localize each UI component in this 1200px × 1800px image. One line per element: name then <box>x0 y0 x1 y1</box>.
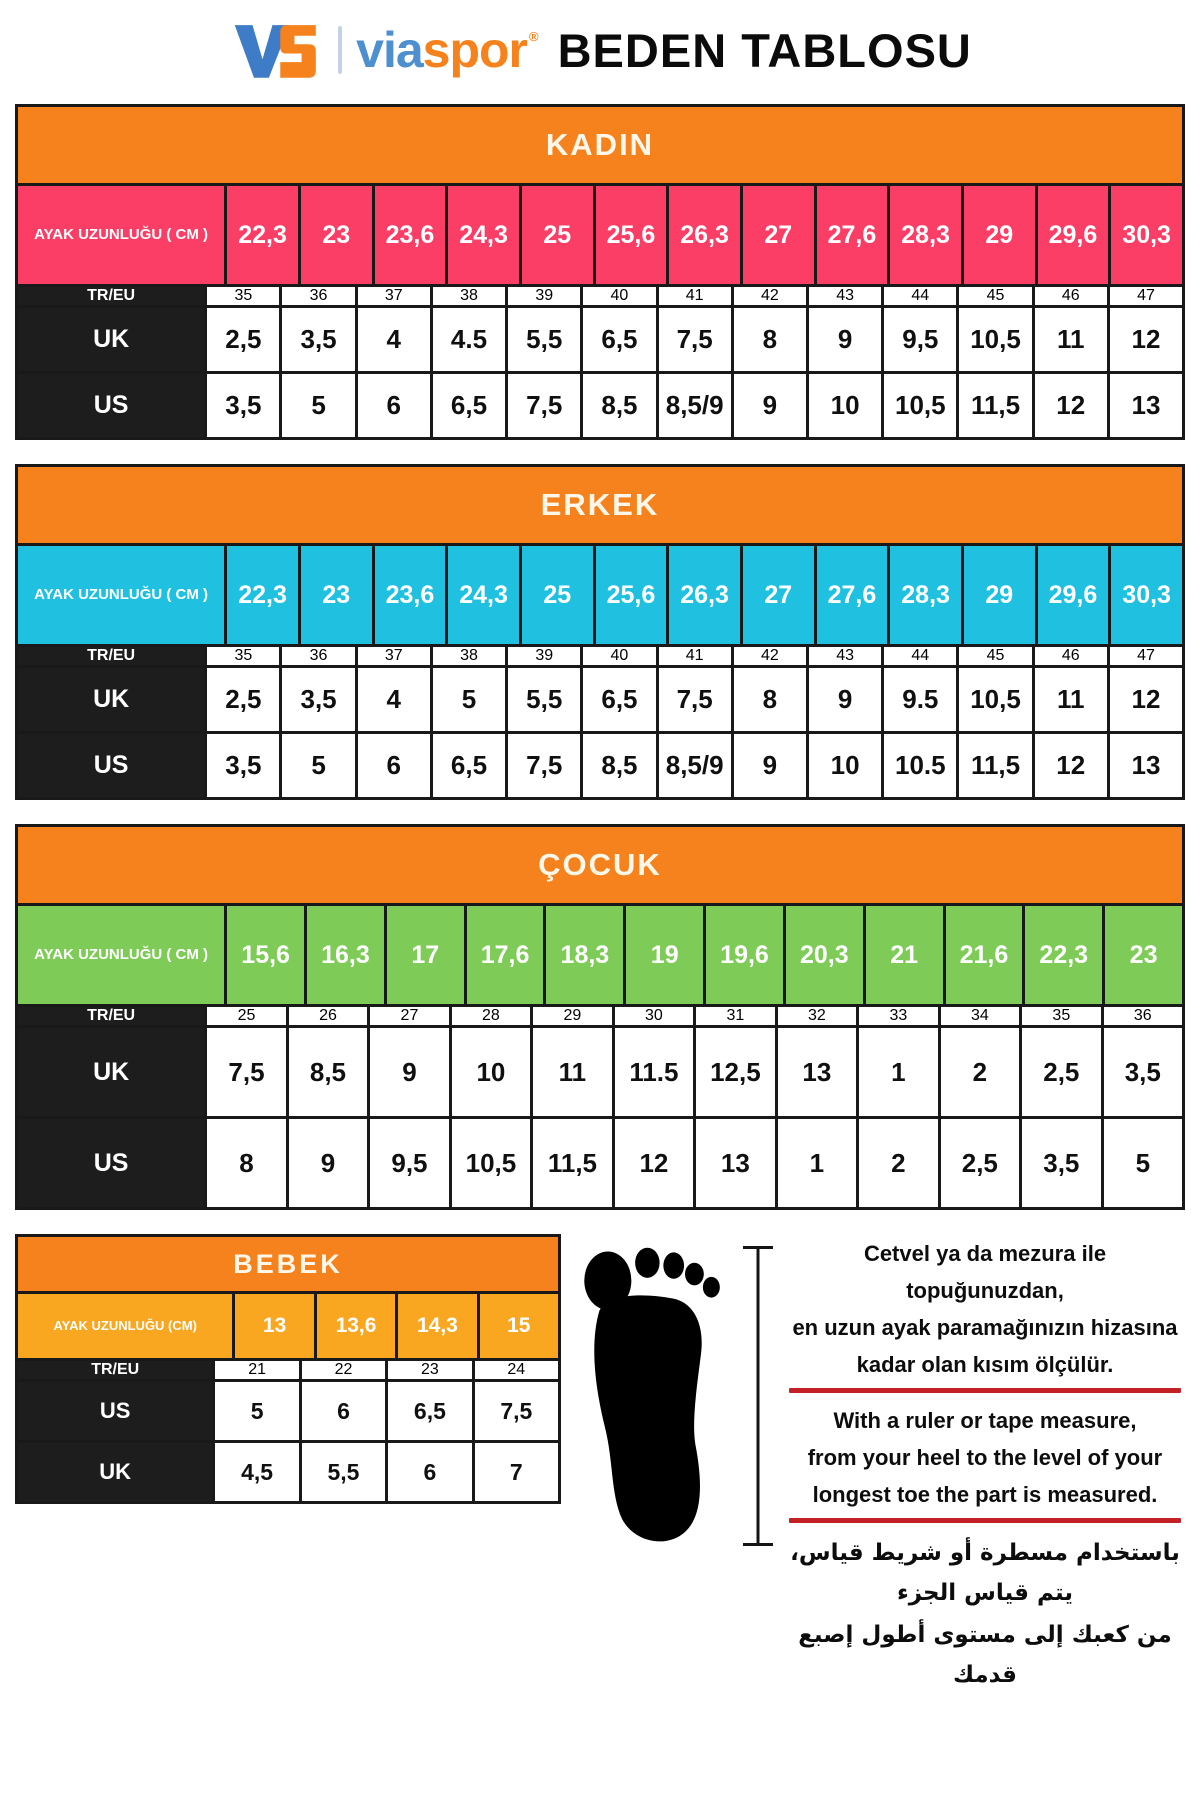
size-cell: 11,5 <box>956 374 1031 437</box>
size-cell: 8,5 <box>580 734 655 797</box>
size-cell: 7,5 <box>656 308 731 371</box>
size-row-uk <box>18 1440 558 1501</box>
size-cell: 7,5 <box>204 1028 285 1116</box>
foot-length-cell: 29,6 <box>1035 186 1109 284</box>
size-cell: 11 <box>1032 308 1107 371</box>
size-row-treu <box>18 1358 558 1379</box>
table-title-bebek: BEBEK <box>18 1237 558 1291</box>
size-cell: 10 <box>806 734 881 797</box>
size-cell: 24 <box>472 1361 558 1379</box>
size-cell: 2 <box>856 1119 937 1207</box>
size-cell: 31 <box>693 1007 774 1025</box>
size-cell: 9 <box>806 308 881 371</box>
size-cell: 8 <box>204 1119 285 1207</box>
size-row-uk <box>18 665 1182 731</box>
size-cell: 5 <box>212 1382 298 1440</box>
size-row-us <box>18 371 1182 437</box>
foot-length-row <box>18 903 1182 1004</box>
foot-length-cell: 23 <box>1102 906 1182 1004</box>
size-cell: 5,5 <box>505 308 580 371</box>
size-cell: 10.5 <box>881 734 956 797</box>
size-row-us <box>18 1116 1182 1207</box>
size-cell: 2,5 <box>204 668 279 731</box>
size-row-label-uk: UK <box>18 1443 212 1501</box>
size-cell: 7 <box>472 1443 558 1501</box>
size-cell: 44 <box>881 647 956 665</box>
foot-length-cell: 28,3 <box>887 186 961 284</box>
size-cell: 6,5 <box>430 374 505 437</box>
size-cell: 3,5 <box>1101 1028 1182 1116</box>
size-cell: 4 <box>355 308 430 371</box>
size-cell: 2 <box>938 1028 1019 1116</box>
size-cell: 26 <box>286 1007 367 1025</box>
size-row-uk <box>18 305 1182 371</box>
size-cell: 6 <box>355 734 430 797</box>
foot-length-cell: 25,6 <box>593 546 667 644</box>
size-cell: 13 <box>775 1028 856 1116</box>
size-row-label-us: US <box>18 1119 204 1207</box>
size-cell: 39 <box>505 647 580 665</box>
size-cell: 12 <box>1107 668 1182 731</box>
instruction-tr-line: Cetvel ya da mezura ile topuğunuzdan, <box>863 1241 1107 1303</box>
size-cell: 11 <box>530 1028 611 1116</box>
size-cell: 42 <box>731 647 806 665</box>
foot-length-cell: 15,6 <box>224 906 304 1004</box>
size-cell: 6 <box>299 1382 385 1440</box>
size-cell: 5,5 <box>505 668 580 731</box>
size-cell: 46 <box>1032 647 1107 665</box>
size-cell: 13 <box>1107 734 1182 797</box>
foot-length-cell: 30,3 <box>1108 186 1182 284</box>
size-cell: 32 <box>775 1007 856 1025</box>
vs-logo-icon <box>228 18 324 82</box>
foot-length-cell: 29 <box>961 186 1035 284</box>
foot-length-cell: 30,3 <box>1108 546 1182 644</box>
foot-length-cell: 27,6 <box>814 546 888 644</box>
size-cell: 8,5/9 <box>656 734 731 797</box>
size-cell: 37 <box>355 287 430 305</box>
size-cell: 12 <box>612 1119 693 1207</box>
size-cell: 25 <box>204 1007 285 1025</box>
size-cell: 9 <box>367 1028 448 1116</box>
foot-length-cell: 26,3 <box>666 186 740 284</box>
foot-silhouette-icon <box>573 1238 733 1568</box>
size-cell: 35 <box>204 647 279 665</box>
foot-length-cell: 25 <box>519 186 593 284</box>
footer-section <box>15 1234 1185 1696</box>
foot-length-cell: 19,6 <box>703 906 783 1004</box>
size-cell: 1 <box>856 1028 937 1116</box>
size-cell: 12 <box>1032 734 1107 797</box>
size-cell: 21 <box>212 1361 298 1379</box>
size-cell: 6,5 <box>580 308 655 371</box>
size-cell: 2,5 <box>1019 1028 1100 1116</box>
instruction-tr-line: kadar olan kısım ölçülür. <box>856 1351 1114 1377</box>
size-row-label-us: US <box>18 374 204 437</box>
size-cell: 45 <box>956 647 1031 665</box>
foot-length-cell: 19 <box>623 906 703 1004</box>
size-cell: 12 <box>1032 374 1107 437</box>
instruction-ar-line: من كعبك إلى مستوى أطول إصبع قدمك <box>798 1622 1172 1689</box>
size-cell: 8 <box>731 308 806 371</box>
foot-length-cell: 22,3 <box>1022 906 1102 1004</box>
registered-mark: ® <box>529 29 538 44</box>
size-row-label-treu: TR/EU <box>18 1007 204 1025</box>
size-cell: 43 <box>806 647 881 665</box>
size-cell: 10 <box>806 374 881 437</box>
foot-length-cell: 27,6 <box>814 186 888 284</box>
foot-length-cell: 25 <box>519 546 593 644</box>
foot-length-row <box>18 543 1182 644</box>
size-cell: 40 <box>580 287 655 305</box>
foot-length-cell: 16,3 <box>304 906 384 1004</box>
foot-length-cell: 27 <box>740 546 814 644</box>
size-cell: 22 <box>299 1361 385 1379</box>
size-cell: 2,5 <box>938 1119 1019 1207</box>
size-cell: 10,5 <box>956 308 1031 371</box>
foot-length-cell: 17,6 <box>464 906 544 1004</box>
size-cell: 6,5 <box>430 734 505 797</box>
foot-length-label: AYAK UZUNLUĞU ( CM ) <box>34 226 209 244</box>
size-cell: 10,5 <box>956 668 1031 731</box>
foot-length-cell: 22,3 <box>224 186 298 284</box>
size-cell: 6,5 <box>580 668 655 731</box>
red-divider <box>789 1518 1181 1523</box>
foot-measure-figure <box>573 1234 773 1568</box>
size-cell: 46 <box>1032 287 1107 305</box>
size-cell: 36 <box>1101 1007 1182 1025</box>
brand-header <box>15 10 1185 90</box>
size-row-label-us: US <box>18 1382 212 1440</box>
size-cell: 3,5 <box>1019 1119 1100 1207</box>
size-cell: 28 <box>449 1007 530 1025</box>
size-cell: 6,5 <box>385 1382 471 1440</box>
instruction-en-line: longest toe the part is measured. <box>812 1481 1158 1507</box>
foot-length-label: AYAK UZUNLUĞU (CM) <box>53 1317 197 1333</box>
measure-line-icon <box>743 1246 773 1546</box>
size-row-label-uk: UK <box>18 668 204 731</box>
wordmark-spor: spor <box>422 22 528 78</box>
size-cell: 11 <box>1032 668 1107 731</box>
logo-divider <box>338 26 342 74</box>
size-cell: 43 <box>806 287 881 305</box>
size-cell: 5,5 <box>299 1443 385 1501</box>
foot-length-cell: 15 <box>477 1294 558 1358</box>
size-cell: 3,5 <box>204 734 279 797</box>
size-cell: 8,5 <box>580 374 655 437</box>
foot-length-cell: 29 <box>961 546 1035 644</box>
size-row-treu <box>18 284 1182 305</box>
size-cell: 36 <box>279 287 354 305</box>
foot-length-cell: 18,3 <box>543 906 623 1004</box>
size-table-cocuk <box>15 824 1185 1210</box>
foot-length-cell: 28,3 <box>887 546 961 644</box>
size-cell: 10,5 <box>449 1119 530 1207</box>
foot-length-cell: 23,6 <box>372 546 446 644</box>
foot-length-cell: 21 <box>863 906 943 1004</box>
size-cell: 5 <box>279 374 354 437</box>
size-cell: 7,5 <box>505 734 580 797</box>
size-cell: 33 <box>856 1007 937 1025</box>
size-table-erkek <box>15 464 1185 800</box>
foot-length-cell: 27 <box>740 186 814 284</box>
size-cell: 30 <box>612 1007 693 1025</box>
size-cell: 38 <box>430 287 505 305</box>
size-cell: 47 <box>1107 647 1182 665</box>
size-cell: 34 <box>938 1007 1019 1025</box>
foot-length-cell: 24,3 <box>445 546 519 644</box>
size-cell: 9,5 <box>367 1119 448 1207</box>
size-row-label-us: US <box>18 734 204 797</box>
size-cell: 1 <box>775 1119 856 1207</box>
size-cell: 8,5 <box>286 1028 367 1116</box>
size-cell: 9,5 <box>881 308 956 371</box>
size-cell: 9 <box>731 734 806 797</box>
table-title-kadin: KADIN <box>18 107 1182 183</box>
size-cell: 5 <box>1101 1119 1182 1207</box>
size-cell: 13 <box>693 1119 774 1207</box>
size-cell: 10,5 <box>881 374 956 437</box>
size-cell: 11,5 <box>956 734 1031 797</box>
measuring-instructions <box>785 1234 1185 1696</box>
size-cell: 3,5 <box>204 374 279 437</box>
size-cell: 44 <box>881 287 956 305</box>
size-cell: 5 <box>279 734 354 797</box>
wordmark-via: via <box>356 22 423 78</box>
size-cell: 35 <box>204 287 279 305</box>
instruction-en-line: With a ruler or tape measure, <box>833 1407 1137 1433</box>
size-table-bebek <box>15 1234 561 1504</box>
size-row-us <box>18 731 1182 797</box>
size-row-uk <box>18 1025 1182 1116</box>
size-cell: 5 <box>430 668 505 731</box>
foot-length-cell: 29,6 <box>1035 546 1109 644</box>
foot-length-cell: 21,6 <box>943 906 1023 1004</box>
size-cell: 23 <box>385 1361 471 1379</box>
foot-length-cell: 20,3 <box>783 906 863 1004</box>
size-cell: 6 <box>385 1443 471 1501</box>
size-cell: 45 <box>956 287 1031 305</box>
foot-length-cell: 13 <box>232 1294 313 1358</box>
size-cell: 2,5 <box>204 308 279 371</box>
table-title-erkek: ERKEK <box>18 467 1182 543</box>
size-cell: 7,5 <box>505 374 580 437</box>
size-cell: 12 <box>1107 308 1182 371</box>
size-row-label-treu: TR/EU <box>18 1361 212 1379</box>
size-row-label-uk: UK <box>18 308 204 371</box>
foot-length-cell: 23 <box>298 546 372 644</box>
size-cell: 4 <box>355 668 430 731</box>
red-divider <box>789 1388 1181 1393</box>
page-title: BEDEN TABLOSU <box>557 23 972 77</box>
size-cell: 7,5 <box>656 668 731 731</box>
foot-length-label: AYAK UZUNLUĞU ( CM ) <box>34 586 209 604</box>
table-title-cocuk: ÇOCUK <box>18 827 1182 903</box>
size-cell: 4,5 <box>212 1443 298 1501</box>
size-cell: 8,5/9 <box>656 374 731 437</box>
size-cell: 11,5 <box>530 1119 611 1207</box>
size-cell: 3,5 <box>279 308 354 371</box>
size-cell: 9 <box>806 668 881 731</box>
size-cell: 7,5 <box>472 1382 558 1440</box>
foot-length-cell: 17 <box>384 906 464 1004</box>
size-cell: 47 <box>1107 287 1182 305</box>
foot-length-row <box>18 1291 558 1358</box>
size-cell: 38 <box>430 647 505 665</box>
foot-length-row <box>18 183 1182 284</box>
size-row-treu <box>18 644 1182 665</box>
size-cell: 41 <box>656 647 731 665</box>
size-cell: 27 <box>367 1007 448 1025</box>
size-cell: 39 <box>505 287 580 305</box>
size-row-us <box>18 1379 558 1440</box>
size-cell: 10 <box>449 1028 530 1116</box>
size-cell: 37 <box>355 647 430 665</box>
size-cell: 29 <box>530 1007 611 1025</box>
size-cell: 36 <box>279 647 354 665</box>
size-cell: 3,5 <box>279 668 354 731</box>
size-cell: 40 <box>580 647 655 665</box>
size-cell: 4.5 <box>430 308 505 371</box>
foot-length-cell: 24,3 <box>445 186 519 284</box>
size-row-label-treu: TR/EU <box>18 287 204 305</box>
foot-length-cell: 23,6 <box>372 186 446 284</box>
viaspor-wordmark <box>356 21 537 79</box>
size-cell: 8 <box>731 668 806 731</box>
size-row-label-treu: TR/EU <box>18 647 204 665</box>
foot-length-cell: 26,3 <box>666 546 740 644</box>
foot-length-cell: 23 <box>298 186 372 284</box>
size-cell: 9 <box>731 374 806 437</box>
size-cell: 12,5 <box>693 1028 774 1116</box>
size-cell: 42 <box>731 287 806 305</box>
foot-length-label: AYAK UZUNLUĞU ( CM ) <box>34 946 209 964</box>
size-cell: 9 <box>286 1119 367 1207</box>
size-table-kadin <box>15 104 1185 440</box>
size-cell: 9.5 <box>881 668 956 731</box>
size-cell: 11.5 <box>612 1028 693 1116</box>
size-cell: 35 <box>1019 1007 1100 1025</box>
size-cell: 6 <box>355 374 430 437</box>
foot-length-cell: 22,3 <box>224 546 298 644</box>
instruction-ar-line: باستخدام مسطرة أو شريط قياس، يتم قياس الجزء <box>790 1539 1180 1606</box>
size-cell: 41 <box>656 287 731 305</box>
size-row-treu <box>18 1004 1182 1025</box>
size-row-label-uk: UK <box>18 1028 204 1116</box>
instruction-tr-line: en uzun ayak paramağınızın hizasına <box>792 1314 1178 1340</box>
foot-length-cell: 25,6 <box>593 186 667 284</box>
instruction-en-line: from your heel to the level of your <box>807 1444 1163 1470</box>
foot-length-cell: 14,3 <box>395 1294 476 1358</box>
size-cell: 13 <box>1107 374 1182 437</box>
foot-length-cell: 13,6 <box>314 1294 395 1358</box>
